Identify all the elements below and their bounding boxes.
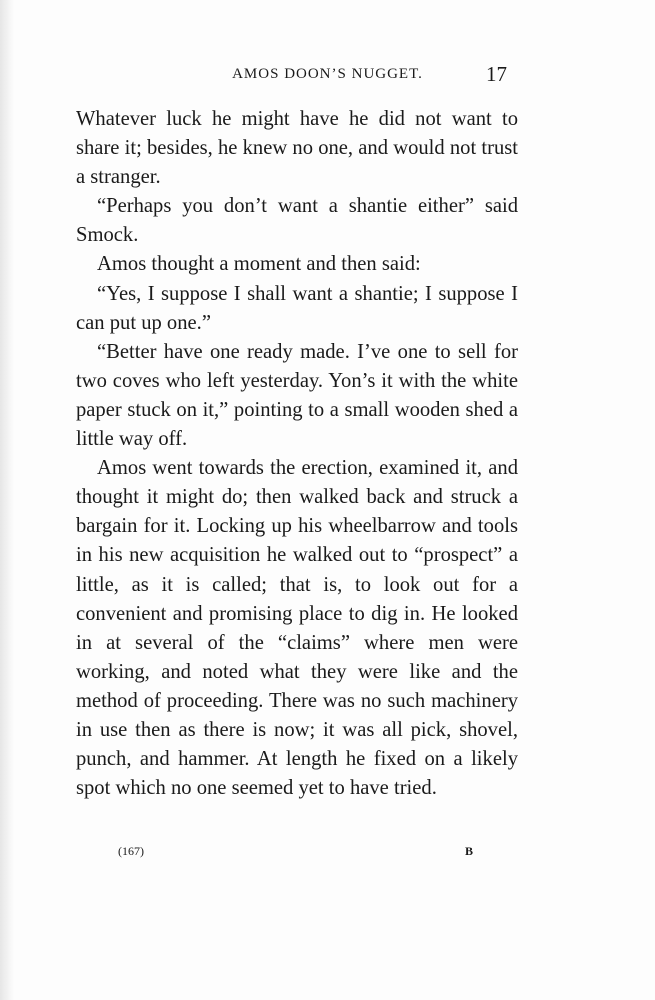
body-text bbox=[76, 105, 518, 803]
paragraph-1: Whatever luck he might have he did not want to share it; besides, he knew no one, and would not trust a stranger. bbox=[76, 108, 518, 189]
paragraph-3: Amos thought a moment and then said: bbox=[97, 253, 421, 276]
page-gutter-shadow bbox=[0, 0, 14, 1000]
paragraph-2: “Perhaps you don’t want a shantie either” said Smock. bbox=[76, 195, 518, 247]
paragraph-4: “Yes, I suppose I shall want a shantie; I suppose I can put up one.” bbox=[76, 282, 518, 334]
running-title: AMOS DOON’S NUGGET. bbox=[232, 66, 423, 82]
printer-signature-number: (167) bbox=[118, 844, 144, 858]
page-number: 17 bbox=[486, 62, 507, 86]
paragraph-6: Amos went towards the erection, examined it, and thought it might do; then walked back and struck a bargain for it. Locking up his wheelbarrow and tools in his new acquisition he walked out to “prospect” a little, as it is called; that is, to look out for a convenient and promising place to dig in. He looked in at several of the “claims” where men were working, and noted what they were like and the method of proceeding. There was no such machinery in use then as there is now; it was all pick, shovel, punch, and hammer. At length he fixed on a likely spot which no one seemed yet to have tried. bbox=[76, 457, 518, 800]
paragraph-5: “Better have one ready made. I’ve one to sell for two coves who left yesterday. Yon’s it with the white paper stuck on it,” pointing to a small wooden shed a little way off. bbox=[76, 340, 518, 451]
gathering-signature-mark: B bbox=[465, 844, 474, 858]
